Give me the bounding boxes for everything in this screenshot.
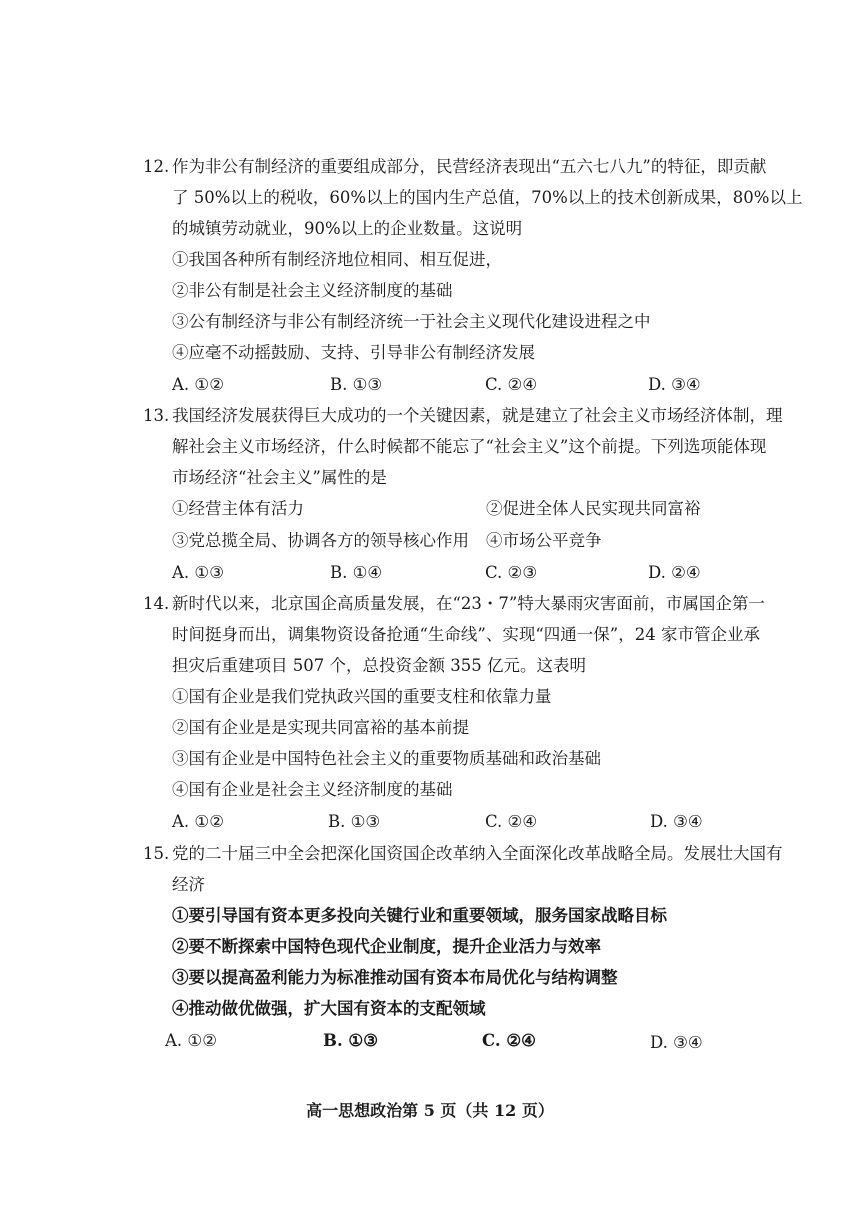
statement-item: ③公有制经济与非公有制经济统一于社会主义现代化建设进程之中 [172, 312, 651, 331]
answer-option-d: D. ③④ [648, 375, 701, 394]
statement-item: ④应毫不动摇鼓励、支持、引导非公有制经济发展 [172, 343, 535, 362]
question-stem-line: 经济 [172, 875, 205, 894]
statement-item: ②国有企业是是实现共同富裕的基本前提 [172, 718, 469, 737]
answer-option-a: A. ①③ [172, 563, 224, 582]
statement-item: ④推动做优做强，扩大国有资本的支配领域 [172, 999, 486, 1018]
question-stem-line: 了 50%以上的税收，60%以上的国内生产总值，70%以上的技术创新成果，80%以上 [172, 188, 803, 207]
question-stem-line: 的城镇劳动就业，90%以上的企业数量。这说明 [172, 219, 523, 238]
question-number: 13. [143, 406, 170, 425]
statement-item: ①国有企业是我们党执政兴国的重要支柱和依靠力量 [172, 687, 552, 706]
answer-option-c: C. ②④ [485, 375, 538, 394]
question-number: 12. [143, 157, 170, 176]
page-footer: 高一思想政治第 5 页（共 12 页） [306, 1101, 554, 1120]
question-stem-line: 新时代以来，北京国企高质量发展，在“23・7”特大暴雨灾害面前，市属国企第一 [172, 594, 765, 613]
question-stem-line: 作为非公有制经济的重要组成部分，民营经济表现出“五六七八九”的特征，即贡献 [172, 157, 767, 176]
question-stem-line: 党的二十届三中全会把深化国资国企改革纳入全面深化改革战略全局。发展壮大国有 [172, 844, 783, 863]
answer-option-d: D. ③④ [650, 1033, 703, 1052]
statement-item: ①要引导国有资本更多投向关键行业和重要领域，服务国家战略目标 [172, 906, 667, 925]
question-stem-line: 解社会主义市场经济，什么时候都不能忘了“社会主义”这个前提。下列选项能体现 [172, 437, 767, 456]
statement-item: ①经营主体有活力 [172, 499, 304, 518]
answer-option-d: D. ③④ [650, 812, 703, 831]
answer-option-c: C. ②④ [482, 1031, 536, 1050]
answer-option-a: A. ①② [172, 375, 224, 394]
statement-item: ③要以提高盈利能力为标准推动国有资本布局优化与结构调整 [172, 968, 618, 987]
statement-item: ④市场公平竞争 [486, 531, 602, 550]
statement-item: ④国有企业是社会主义经济制度的基础 [172, 780, 453, 799]
answer-option-c: C. ②④ [485, 812, 538, 831]
statement-item: ②促进全体人民实现共同富裕 [486, 499, 701, 518]
statement-item: ①我国各种所有制经济地位相同、相互促进， [172, 250, 502, 269]
statement-item: ③党总揽全局、协调各方的领导核心作用 [172, 531, 469, 550]
question-stem-line: 我国经济发展获得巨大成功的一个关键因素，就是建立了社会主义市场经济体制，理 [172, 406, 783, 425]
answer-option-a: A. ①② [165, 1031, 217, 1050]
question-number: 15. [143, 844, 170, 863]
statement-item: ③国有企业是中国特色社会主义的重要物质基础和政治基础 [172, 749, 601, 768]
statement-item: ②要不断探索中国特色现代企业制度，提升企业活力与效率 [172, 937, 601, 956]
answer-option-b: B. ①③ [323, 1031, 379, 1050]
answer-option-d: D. ②④ [648, 563, 701, 582]
answer-option-c: C. ②③ [485, 563, 538, 582]
answer-option-a: A. ①② [172, 812, 224, 831]
question-stem-line: 担灾后重建项目 507 个，总投资金额 355 亿元。这表明 [172, 656, 586, 675]
question-stem-line: 时间挺身而出，调集物资设备抢通“生命线”、实现“四通一保”，24 家市管企业承 [172, 625, 760, 644]
answer-option-b: B. ①④ [330, 563, 383, 582]
answer-option-b: B. ①③ [330, 375, 383, 394]
statement-item: ②非公有制是社会主义经济制度的基础 [172, 281, 453, 300]
question-number: 14. [143, 594, 170, 613]
question-stem-line: 市场经济“社会主义”属性的是 [172, 468, 387, 487]
answer-option-b: B. ①③ [328, 812, 381, 831]
